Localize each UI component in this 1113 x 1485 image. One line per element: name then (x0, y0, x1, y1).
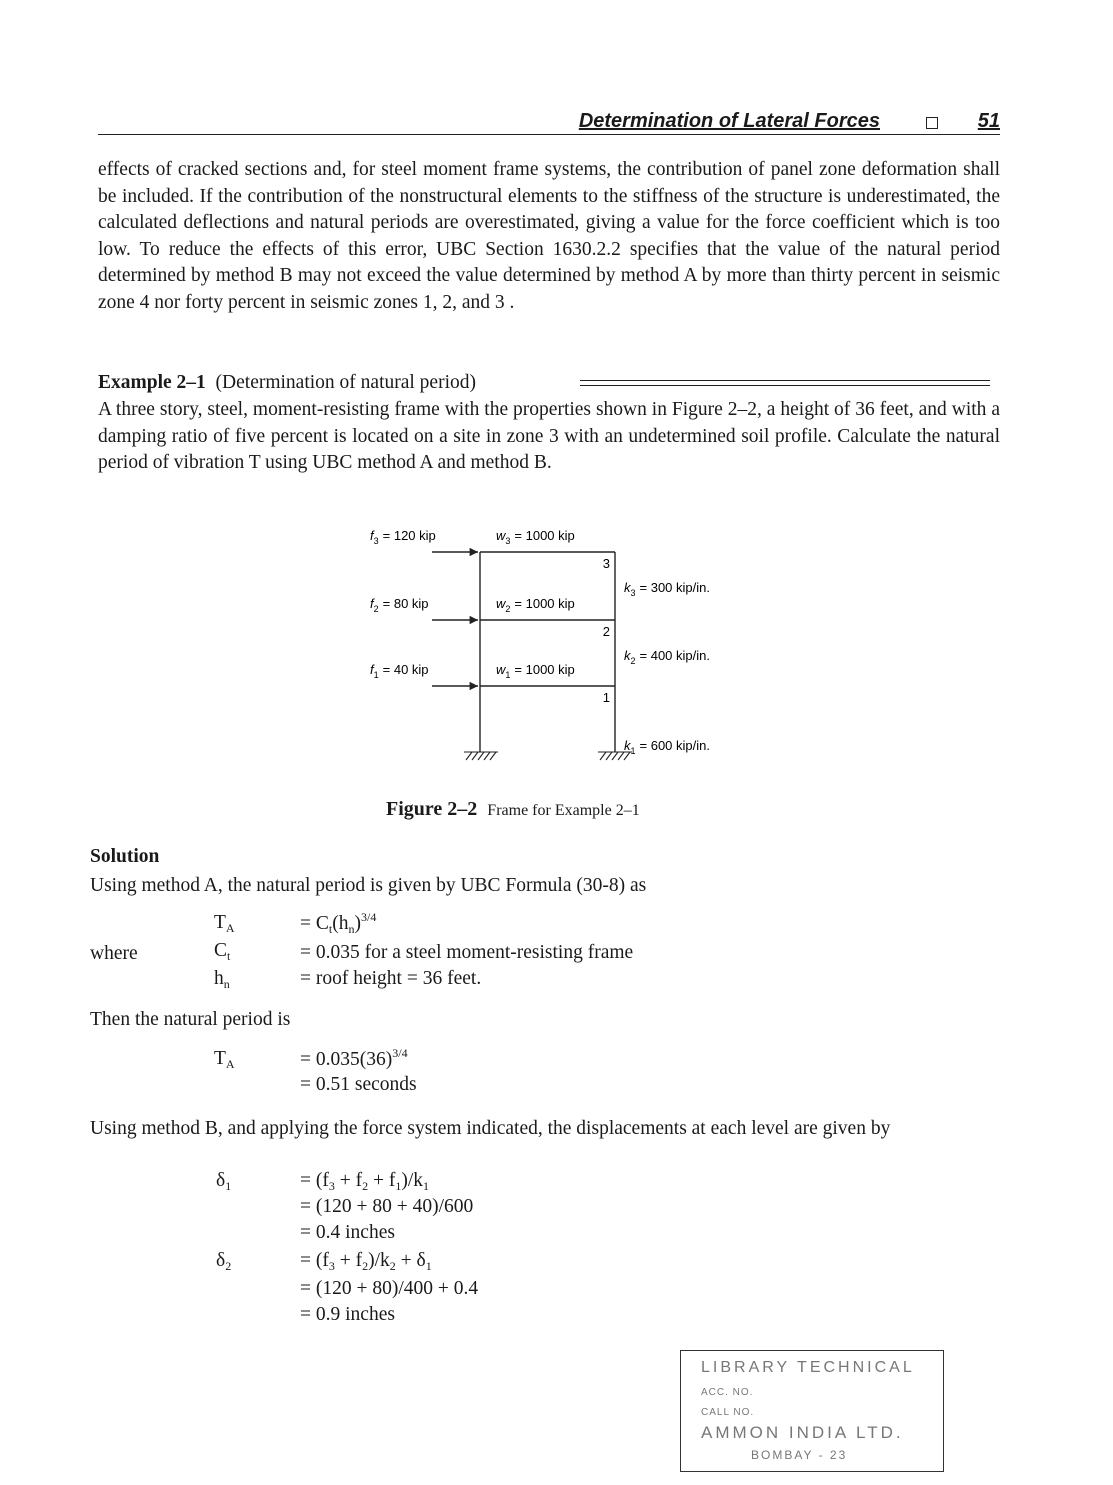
then-text: Then the natural period is (90, 1009, 291, 1030)
example-double-rule (580, 380, 990, 386)
running-header (98, 108, 1000, 135)
method-b-text: Using method B, and applying the force system indicated, the displacements at each level are given by (90, 1118, 891, 1139)
paragraph-intro: effects of cracked sections and, for steel moment frame systems, the contribution of panel zone deformation shall be included. If the contribution of the nonstructural elements to the stiffness of the structure is underestimated, the calculated deflections and natural periods are overestimated, giving a value for the force coefficient which is too low. To reduce the effects of this error, UBC Section 1630.2.2 specifies that the value of the natural period determined by method B may not exceed the value determined by method A by more than thirty percent in seismic zone 4 nor forty percent in seismic zones 1, 2, and 3 . (98, 159, 1000, 313)
header-title: Determination of Lateral Forces (578, 110, 880, 132)
stamp-line-1: LIBRARY TECHNICAL (701, 1359, 915, 1376)
figure-caption-label: Figure 2–2 (386, 798, 478, 820)
solution-heading: Solution (90, 846, 160, 867)
example-text: A three story, steel, moment-resisting frame with the properties shown in Figure 2–2, a height of 36 feet, and with a damping ratio of five percent is located on a site in zone 3 with an undetermined soil profile. Calculate the natural period of vibration T using UBC method A and method B. (98, 399, 1000, 473)
eq-ta2-symbol: $T_A$ (214, 1048, 235, 1071)
force-label-1: $f_1 = 40$ kip (370, 662, 429, 680)
header-box-symbol (926, 117, 938, 129)
where-label: where (90, 943, 138, 964)
eq-ta-symbol: $T_A$ (214, 912, 235, 935)
stamp-line-2: ACC. NO. (701, 1387, 754, 1398)
figure-caption-text: Frame for Example 2–1 (487, 802, 640, 819)
eq-delta1-result: = 0.4 inches (300, 1222, 395, 1243)
force-label-3: $f_3 = 120$ kip (370, 528, 436, 546)
eq-hn-value: = roof height = 36 feet. (300, 968, 482, 989)
force-label-2: $f_2 = 80$ kip (370, 596, 429, 614)
fixed-support-left (464, 752, 498, 760)
eq-delta1-symbol: $\delta_1$ (216, 1170, 232, 1193)
eq-hn-symbol: $h_n$ (214, 968, 230, 991)
level-number-3: 3 (602, 556, 610, 571)
stamp-line-4: AMMON INDIA LTD. (701, 1423, 904, 1442)
stiffness-label-1: $k_1 = 600$ kip/in. (624, 738, 710, 756)
level-number-1: 1 (602, 690, 610, 705)
eq-delta2-sub: = (120 + 80)/400 + 0.4 (300, 1278, 479, 1299)
weight-label-2: $w_2 = 1000$ kip (496, 596, 575, 614)
example-label: Example 2–1 (98, 372, 206, 393)
page-number: 51 (977, 110, 1000, 132)
stamp-line-5: BOMBAY - 23 (751, 1448, 848, 1462)
eq-delta2-symbol: $\delta_2$ (216, 1250, 232, 1273)
eq-ta2-formula: = $0.035(36)^{3/4}$ (300, 1046, 408, 1070)
stiffness-label-2: $k_2 = 400$ kip/in. (624, 648, 710, 666)
library-stamp (680, 1350, 944, 1472)
eq-delta1-sub: = (120 + 80 + 40)/600 (300, 1196, 474, 1217)
eq-delta1-formula: = $(f_3 + f_2 + f_1)/k_1$ (300, 1170, 430, 1193)
eq-delta2-formula: = $(f_3 + f_2)/k_2 + \delta_1$ (300, 1250, 432, 1273)
eq-ta2-result: = 0.51 seconds (300, 1074, 417, 1095)
example-heading (98, 370, 476, 396)
stamp-line-3: CALL NO. (701, 1407, 755, 1418)
eq-delta2-result: = 0.9 inches (300, 1304, 395, 1325)
eq-ta-formula: = $C_t(h_n)^{3/4}$ (300, 910, 377, 936)
frame-figure (360, 522, 760, 782)
figure-caption (386, 798, 640, 821)
example-title: (Determination of natural period) (215, 372, 476, 393)
level-number-2: 2 (602, 624, 610, 639)
eq-ct-value: = 0.035 for a steel moment-resisting frame (300, 942, 634, 963)
fixed-support-right (598, 752, 632, 760)
frame-members (480, 552, 615, 752)
weight-label-3: $w_3 = 1000$ kip (496, 528, 575, 546)
weight-label-1: $w_1 = 1000$ kip (496, 662, 575, 680)
solution-intro: Using method A, the natural period is given by UBC Formula (30-8) as (90, 875, 647, 896)
eq-ct-symbol: $C_t$ (214, 940, 231, 963)
stiffness-label-3: $k_3 = 300$ kip/in. (624, 580, 710, 598)
